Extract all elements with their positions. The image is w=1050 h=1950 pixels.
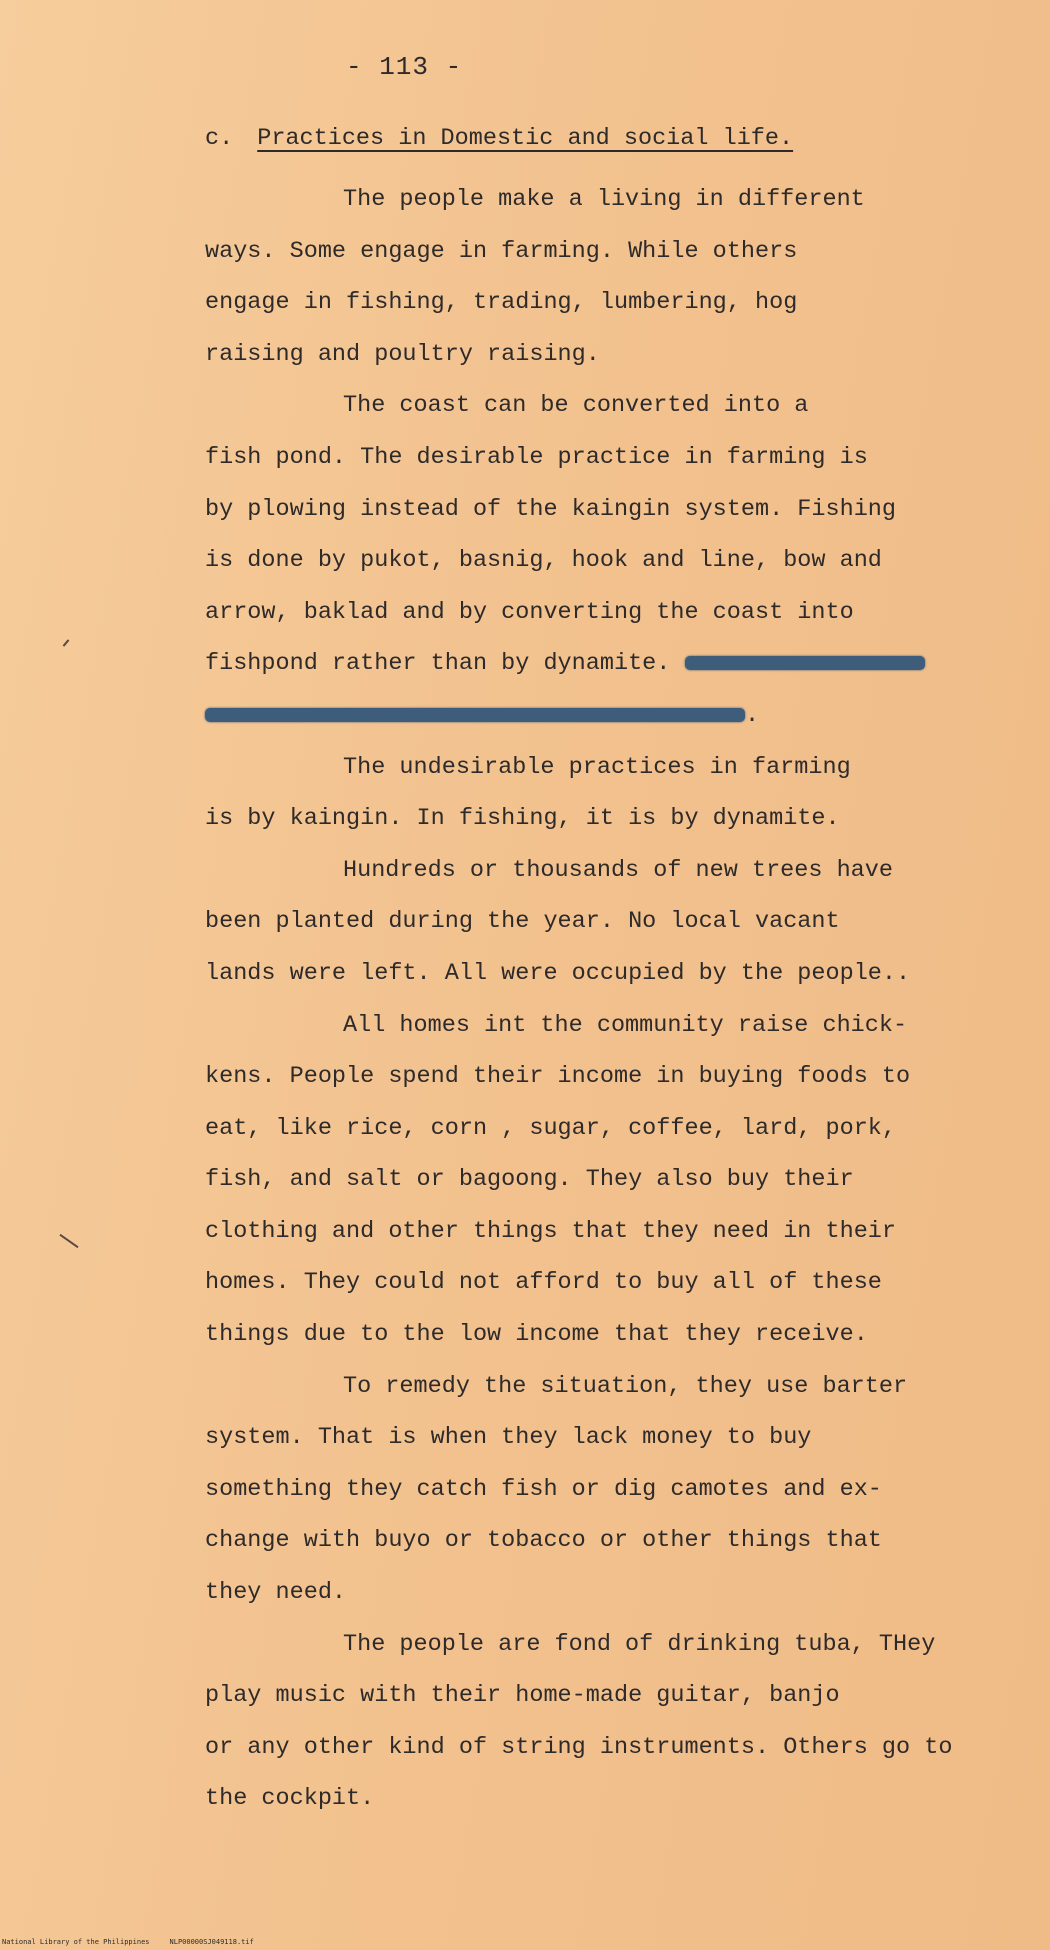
- paragraph-income: [205, 1000, 1005, 1361]
- paragraph-farming-fishing: [205, 380, 1005, 741]
- text-line: by plowing instead of the kaingin system. Fishing: [205, 495, 897, 523]
- text-line: change with buyo or tobacco or other things that: [205, 1527, 882, 1555]
- text-line: been planted during the year. No local vacant: [205, 908, 840, 936]
- text-line: system. That is when they lack money to buy: [205, 1424, 812, 1452]
- text-line: The people are fond of drinking tuba, THey: [343, 1630, 936, 1658]
- text-line: the cockpit.: [205, 1785, 375, 1813]
- margin-pencil-mark: [63, 639, 70, 646]
- text-line: lands were left. All were occupied by the people..: [205, 959, 911, 987]
- section-prefix: c.: [205, 125, 234, 152]
- text-line-struck: .: [205, 690, 1005, 742]
- text-line: something they catch fish or dig camotes and ex-: [205, 1475, 882, 1503]
- text-line: Hundreds or thousands of new trees have: [343, 856, 893, 884]
- text-line: or any other kind of string instruments. Others go to: [205, 1733, 953, 1761]
- text-line-with-strike: [205, 638, 1005, 690]
- footer-file: NLP00000SJ049118.tif: [169, 1938, 254, 1946]
- text-line: ways. Some engage in farming. While others: [205, 237, 798, 265]
- text-line: clothing and other things that they need in their: [205, 1217, 897, 1245]
- text-line: fish pond. The desirable practice in farming is: [205, 443, 868, 471]
- text-line: is by kaingin. In fishing, it is by dynamite.: [205, 805, 840, 833]
- paragraph-livelihood: [205, 174, 1005, 380]
- text-line: is done by pukot, basnig, hook and line, bow and: [205, 547, 882, 575]
- text-line: play music with their home-made guitar, banjo: [205, 1682, 840, 1710]
- text-line: kens. People spend their income in buying foods to: [205, 1063, 911, 1091]
- text-line: they need.: [205, 1579, 347, 1607]
- text-line: The coast can be converted into a: [343, 392, 809, 420]
- text-line: eat, like rice, corn , sugar, coffee, lard, pork,: [205, 1114, 897, 1142]
- section-heading: [205, 122, 1005, 174]
- margin-pencil-mark: [59, 1234, 78, 1248]
- page-number: - 113 -: [346, 52, 463, 82]
- struck-out-text: [685, 656, 925, 670]
- text-line: fishpond rather than by dynamite.: [205, 650, 671, 678]
- scan-footer: [2, 1938, 254, 1946]
- paragraph-trees: [205, 845, 1005, 1000]
- text-line: engage in fishing, trading, lumbering, hog: [205, 289, 798, 317]
- text-line: arrow, baklad and by converting the coast into: [205, 598, 854, 626]
- text-line: homes. They could not afford to buy all of these: [205, 1269, 882, 1297]
- paragraph-recreation: [205, 1619, 1005, 1825]
- text-line: fish, and salt or bagoong. They also buy their: [205, 1166, 854, 1194]
- text-line: raising and poultry raising.: [205, 340, 600, 368]
- text-line: The people make a living in different: [343, 186, 865, 213]
- struck-out-line: [205, 708, 745, 722]
- text-line: To remedy the situation, they use barter: [343, 1372, 908, 1400]
- section-title: Practices in Domestic and social life.: [257, 125, 794, 152]
- text-line: The undesirable practices in farming: [343, 753, 851, 781]
- paragraph-undesirable: [205, 742, 1005, 845]
- text-line: things due to the low income that they receive.: [205, 1321, 868, 1349]
- paragraph-barter: [205, 1361, 1005, 1619]
- document-body: [205, 122, 1005, 1825]
- footer-library: National Library of the Philippines: [2, 1938, 150, 1946]
- text-line: All homes int the community raise chick-: [343, 1011, 908, 1039]
